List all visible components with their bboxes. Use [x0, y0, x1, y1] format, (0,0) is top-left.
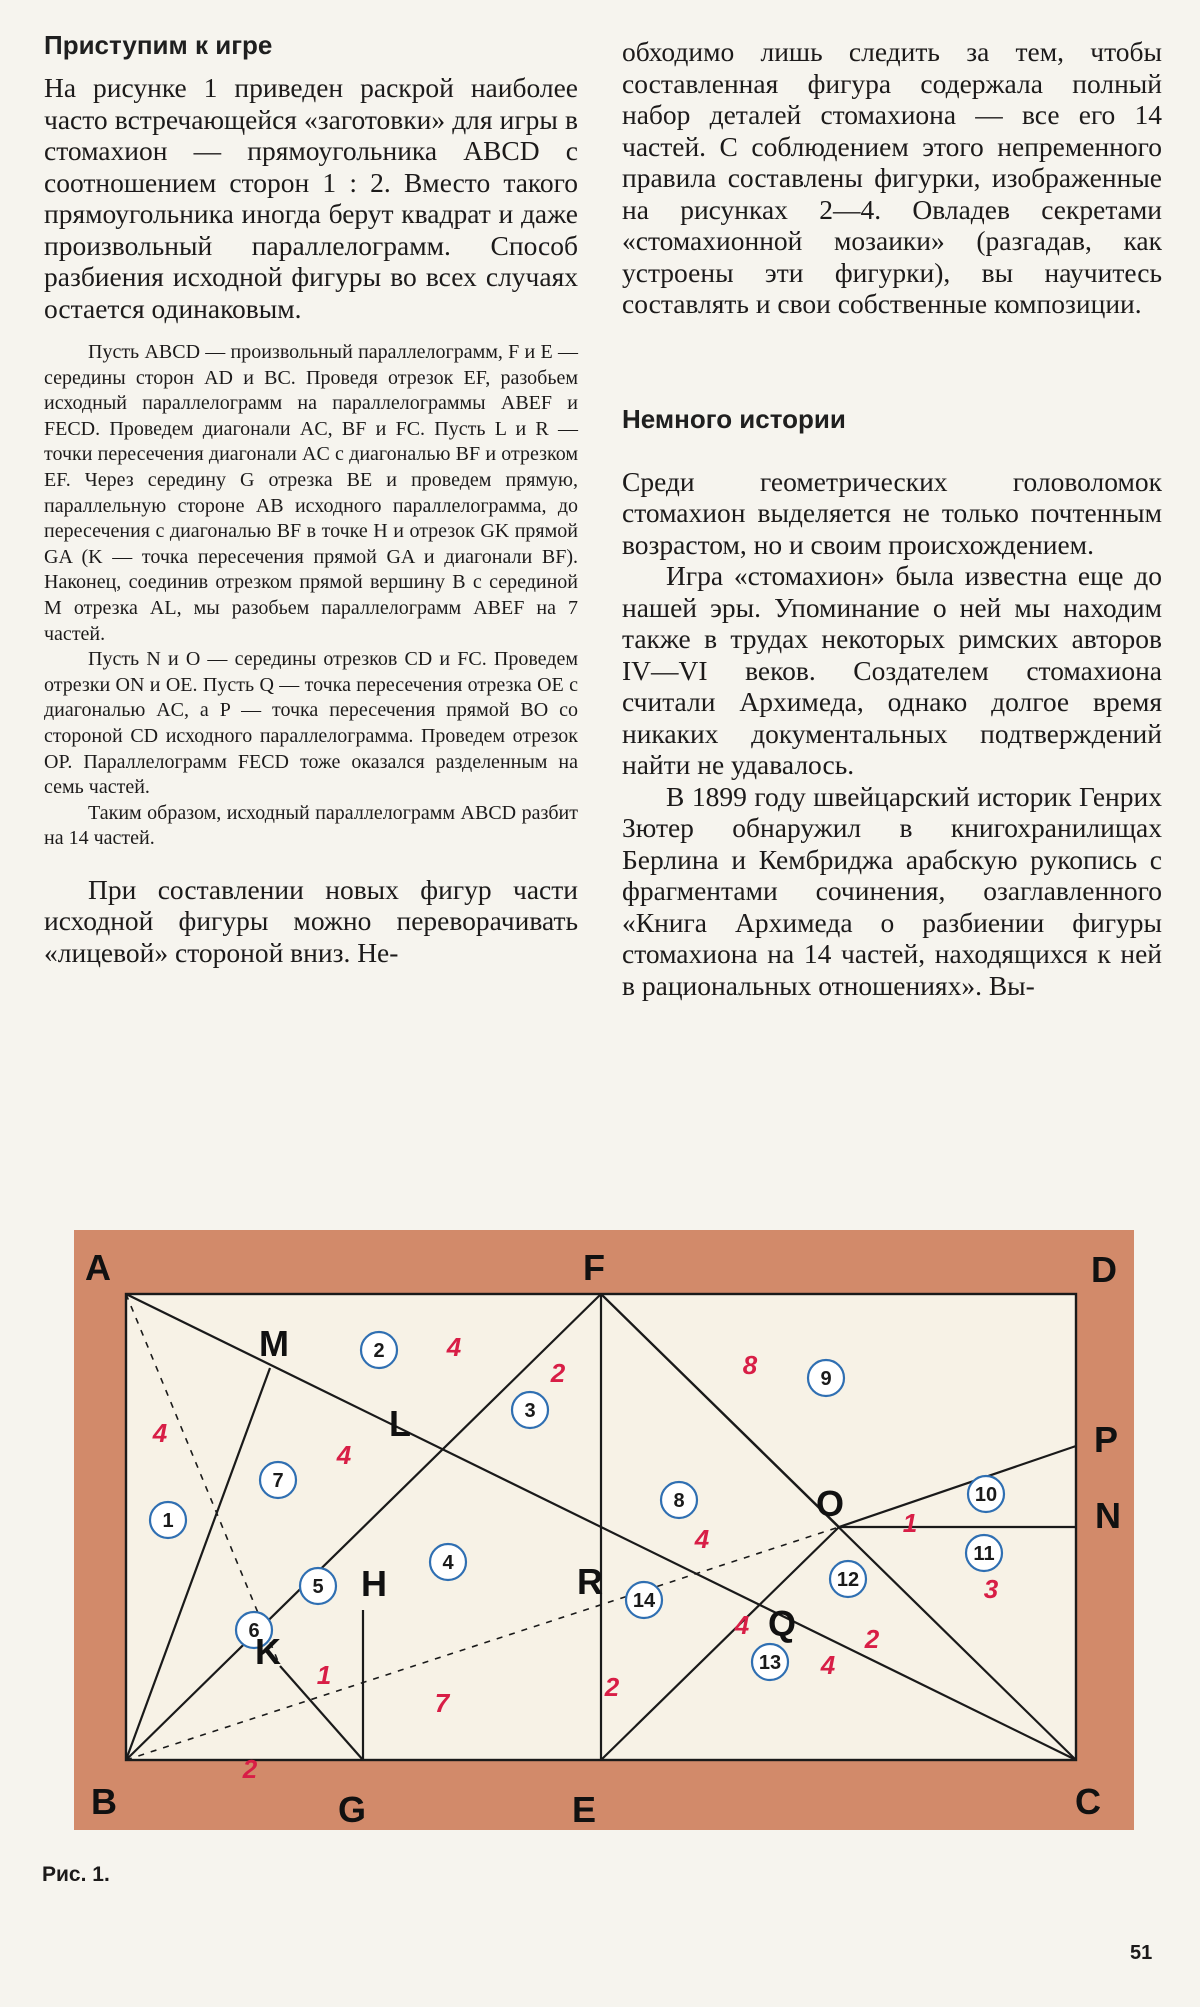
- vertex-label-B: B: [91, 1781, 117, 1822]
- piece-number-8: [661, 1482, 697, 1518]
- piece-number-text: 9: [820, 1368, 832, 1390]
- piece-number-text: 5: [312, 1576, 324, 1598]
- vertex-label-G: G: [337, 1789, 367, 1830]
- proof-paragraph: Таким образом, исходный параллелограмм ABCD разбит на 14 частей.: [44, 801, 578, 850]
- piece-number-text: 10: [974, 1484, 998, 1506]
- piece-number-11: [966, 1535, 1002, 1571]
- area-label-15: 4: [820, 1650, 836, 1680]
- vertex-label-H: H: [361, 1563, 387, 1604]
- area-label-12: 3: [983, 1574, 999, 1604]
- piece-number-text: 11: [973, 1543, 995, 1565]
- piece-number-text: 3: [524, 1400, 536, 1422]
- area-label-4: 4: [336, 1440, 352, 1470]
- right-column: [622, 36, 1162, 1001]
- vertex-label-O: O: [815, 1483, 845, 1524]
- history-paragraph: Игра «стомахион» была известна еще до нашей эры. Упоминание о ней мы находим также в трудах некоторых римских авторов IV—VI веков. Создателем стомахиона считали Архимеда, однако долгое время никаких документальных подтверждений найти не удавалось.: [622, 560, 1162, 780]
- piece-number-text: 13: [758, 1652, 782, 1674]
- piece-number-text: 2: [373, 1340, 385, 1362]
- proof-paragraph: Пусть N и O — середины отрезков CD и FC. Проведем отрезки ON и OE. Пусть Q — точка пересечения отрезка OE с диагональю AC, а P — точка пересечения прямой BO со стороной CD исходного параллелограмма. Проведем отрезок OP. Параллелограмм FECD тоже оказался разделенным на семь частей.: [44, 648, 578, 799]
- area-label-1: 4: [152, 1418, 168, 1448]
- vertex-label-K: K: [255, 1631, 281, 1672]
- lead-paragraph: На рисунке 1 приведен раскрой наиболее часто встречающейся «заготовки» для игры в стомахион — прямоугольника ABCD с соотношением сторон 1 : 2. Вместо такого прямоугольника иногда берут квадрат и даже произвольный параллелограмм. Способ разбиения исходной фигуры во всех случаях остается одинаковым.: [44, 72, 578, 324]
- vertex-label-M: M: [259, 1323, 289, 1364]
- history-paragraph: Среди геометрических головоломок стомахион выделяется не только почтенным возрастом, но и своим происхождением.: [622, 465, 1162, 560]
- area-label-5: 4: [734, 1610, 750, 1640]
- continuation-paragraph: обходимо лишь следить за тем, чтобы составленная фигура содержала полный набор деталей стомахиона — все его 14 частей. С соблюдением этого непременного правила составлены фигурки, изображенные на рисунках 2—4. Овладев секретами «стомахионной мозаики» (разгадав, как устроены эти фигурки), вы научитесь составлять и свои собственные композиции.: [622, 36, 1162, 319]
- area-label-10: 4: [694, 1524, 710, 1554]
- vertex-label-A: A: [85, 1247, 111, 1288]
- vertex-label-D: D: [1091, 1249, 1117, 1290]
- vertex-label-E: E: [571, 1789, 597, 1830]
- piece-number-12: [830, 1561, 866, 1597]
- area-label-7: 2: [242, 1754, 258, 1784]
- piece-number-7: [260, 1462, 296, 1498]
- area-label-13: 2: [864, 1624, 880, 1654]
- vertex-label-C: C: [1075, 1781, 1101, 1822]
- piece-number-4: [430, 1544, 466, 1580]
- area-label-6: 1: [316, 1660, 332, 1690]
- piece-number-text: 6: [248, 1620, 260, 1642]
- piece-number-text: 7: [272, 1470, 284, 1492]
- stomachion-figure: [74, 1230, 1134, 1835]
- vertex-label-R: R: [577, 1561, 603, 1602]
- stomachion-diagram: [74, 1230, 1134, 1830]
- figure-caption: Рис. 1.: [42, 1863, 110, 1886]
- piece-number-text: 8: [673, 1490, 685, 1512]
- area-label-11: 1: [902, 1508, 918, 1538]
- piece-number-text: 1: [162, 1510, 174, 1532]
- piece-number-text: 4: [442, 1552, 454, 1574]
- vertex-label-Q: Q: [767, 1603, 797, 1644]
- piece-number-5: [300, 1568, 336, 1604]
- area-label-14: 2: [604, 1672, 620, 1702]
- piece-number-1: [150, 1502, 186, 1538]
- area-label-9: 8: [742, 1350, 758, 1380]
- piece-number-text: 12: [836, 1569, 860, 1591]
- area-label-3: 2: [550, 1358, 566, 1388]
- piece-number-14: [626, 1582, 662, 1618]
- piece-number-10: [968, 1476, 1004, 1512]
- left-column: [44, 28, 578, 968]
- vertex-label-N: N: [1095, 1495, 1121, 1536]
- compose-paragraph: При составлении новых фигур части исходной фигуры можно переворачивать «лицевой» стороной вниз. Не-: [44, 873, 578, 968]
- proof-paragraph: Пусть ABCD — произвольный параллелограмм, F и E — середины сторон AD и BC. Проведя отрезок EF, разобьем исходный параллелограмм на параллелограммы ABEF и FECD. Проведем диагонали AC, BF и FC. Пусть L и R — точки пересечения диагонали AC с диагональю BF и отрезком EF. Через середину G отрезка BE и проведем прямую, параллельную стороне AB исходного параллелограмма, до пересечения с диагональю BF в точке H и отрезок GK прямой GA (K — точка пересечения прямой GA и диагонали BF). Наконец, соединив отрезком прямой вершину B с серединой M отрезка AL, мы разобьем параллелограмм ABEF на 7 частей.: [44, 341, 578, 645]
- piece-number-3: [512, 1392, 548, 1428]
- vertex-label-F: F: [583, 1247, 605, 1288]
- piece-number-text: 14: [632, 1590, 656, 1612]
- section-title: Приступим к игре: [44, 30, 273, 60]
- area-label-8: 7: [434, 1688, 450, 1718]
- proof-block: [44, 340, 578, 852]
- page-number: 51: [1130, 1942, 1153, 1964]
- history-title: Немного истории: [622, 403, 846, 434]
- piece-number-9: [808, 1360, 844, 1396]
- piece-number-13: [752, 1644, 788, 1680]
- piece-number-2: [361, 1332, 397, 1368]
- area-label-2: 4: [446, 1332, 462, 1362]
- history-paragraph: В 1899 году швейцарский историк Генрих Зютер обнаружил в книгохранилищах Берлина и Кембриджа арабскую рукопись с фрагментами сочинения, озаглавленного «Книга Архимеда о разбиении фигуры стомахиона на 14 частей, находящихся к ней в рациональных отношениях». Вы-: [622, 780, 1162, 1001]
- vertex-label-L: L: [389, 1403, 411, 1444]
- vertex-label-P: P: [1093, 1419, 1119, 1460]
